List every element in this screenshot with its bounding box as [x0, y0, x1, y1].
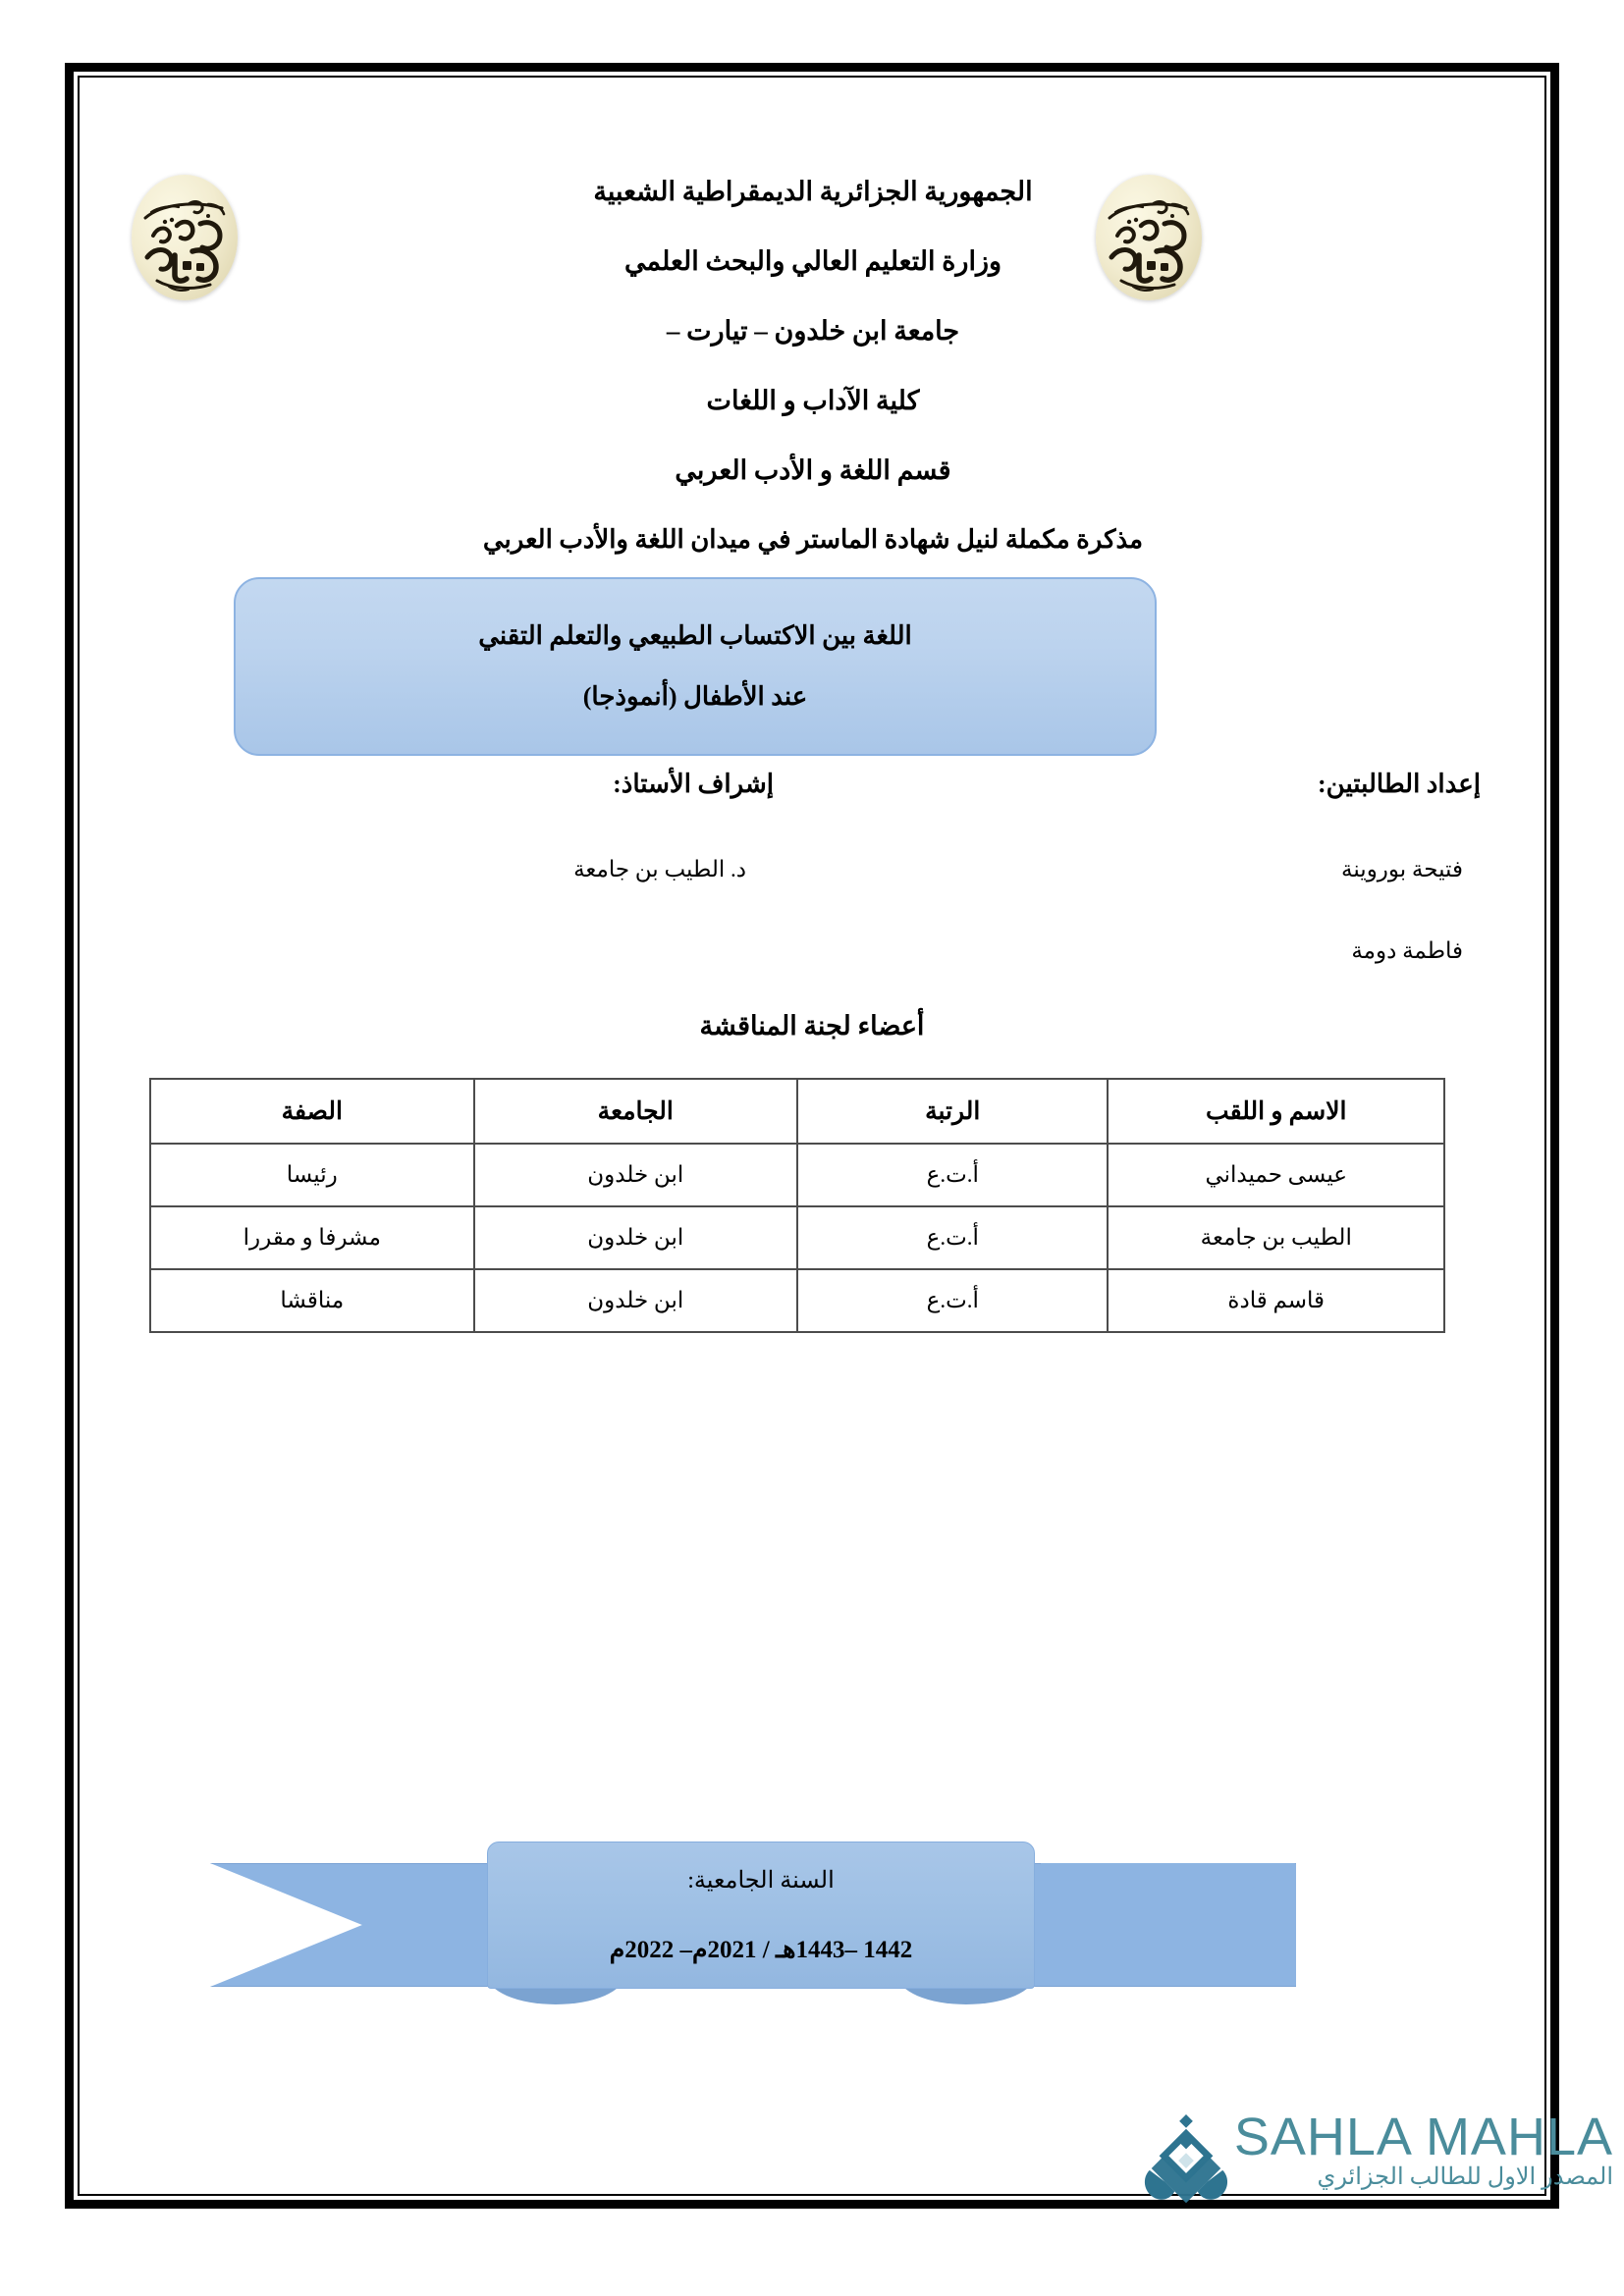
table-row — [150, 1269, 1444, 1332]
watermark-brand: SAHLA MAHLA — [1233, 2108, 1613, 2166]
column-header-university: الجامعة — [474, 1079, 798, 1144]
cell-role-2: مشرفا و مقررا — [150, 1206, 474, 1269]
academic-year-ribbon — [210, 1842, 1296, 2006]
table-row — [150, 1144, 1444, 1206]
students-column — [1068, 772, 1481, 1021]
institution-header — [273, 179, 1353, 621]
country-name: الجمهورية الجزائرية الديمقراطية الشعبية — [593, 177, 1033, 206]
cell-rank-2: أ.ت.ع — [797, 1206, 1108, 1269]
academic-year-value: 1442 –1443هـ / 2021م– 2022م — [609, 1936, 913, 1963]
degree-statement: مذكرة مكملة لنيل شهادة الماستر في ميدان اللغة والأدب العربي — [482, 525, 1144, 554]
thesis-title-box — [234, 577, 1157, 756]
department-name: قسم اللغة و الأدب العربي — [675, 455, 951, 485]
thesis-title-line-2: عند الأطفال (أنموذجا) — [582, 682, 808, 711]
cell-role-1: رئيسا — [150, 1144, 474, 1206]
authors-and-supervisor — [86, 772, 1538, 997]
diamond-logo-icon — [1138, 2114, 1234, 2216]
watermark-text-block — [1233, 2108, 1613, 2191]
cell-university-3: ابن خلدون — [474, 1269, 798, 1332]
university-seal-left-icon — [132, 175, 238, 300]
cell-university-2: ابن خلدون — [474, 1206, 798, 1269]
thesis-title-line-1: اللغة بين الاكتساب الطبيعي والتعلم التقني — [478, 621, 912, 650]
watermark-tagline: المصدر الاول للطالب الجزائري — [1317, 2164, 1613, 2191]
supervisor-column — [322, 772, 774, 939]
cell-rank-1: أ.ت.ع — [797, 1144, 1108, 1206]
student-name-1: فتيحة بوروينة — [1341, 857, 1463, 881]
cell-name-2: الطيب بن جامعة — [1108, 1206, 1444, 1269]
cell-name-1: عيسى حميداني — [1108, 1144, 1444, 1206]
table-row — [150, 1206, 1444, 1269]
column-header-name: الاسم و اللقب — [1108, 1079, 1444, 1144]
supervisor-heading: إشراف الأستاذ: — [613, 770, 774, 798]
students-heading: إعداد الطالبتين: — [1318, 770, 1481, 798]
faculty-name: كلية الآداب و اللغات — [706, 386, 920, 415]
column-header-rank: الرتبة — [797, 1079, 1108, 1144]
committee-table — [149, 1078, 1445, 1333]
supervisor-name-1: د. الطيب بن جامعة — [573, 857, 746, 881]
cell-name-3: قاسم قادة — [1108, 1269, 1444, 1332]
sahla-mahla-watermark — [1162, 2108, 1613, 2230]
column-header-role: الصفة — [150, 1079, 474, 1144]
committee-heading: أعضاء لجنة المناقشة — [699, 1011, 925, 1041]
cover-page-content — [86, 84, 1538, 2187]
ribbon-center-panel — [487, 1842, 1035, 1989]
ministry-name: وزارة التعليم العالي والبحث العلمي — [623, 246, 1002, 276]
student-name-2: فاطمة دومة — [1351, 938, 1463, 963]
university-name: جامعة ابن خلدون – تيارت – — [666, 316, 960, 346]
cell-university-1: ابن خلدون — [474, 1144, 798, 1206]
cell-role-3: مناقشا — [150, 1269, 474, 1332]
academic-year-label: السنة الجامعية: — [687, 1867, 835, 1894]
cell-rank-3: أ.ت.ع — [797, 1269, 1108, 1332]
table-header-row — [150, 1079, 1444, 1144]
